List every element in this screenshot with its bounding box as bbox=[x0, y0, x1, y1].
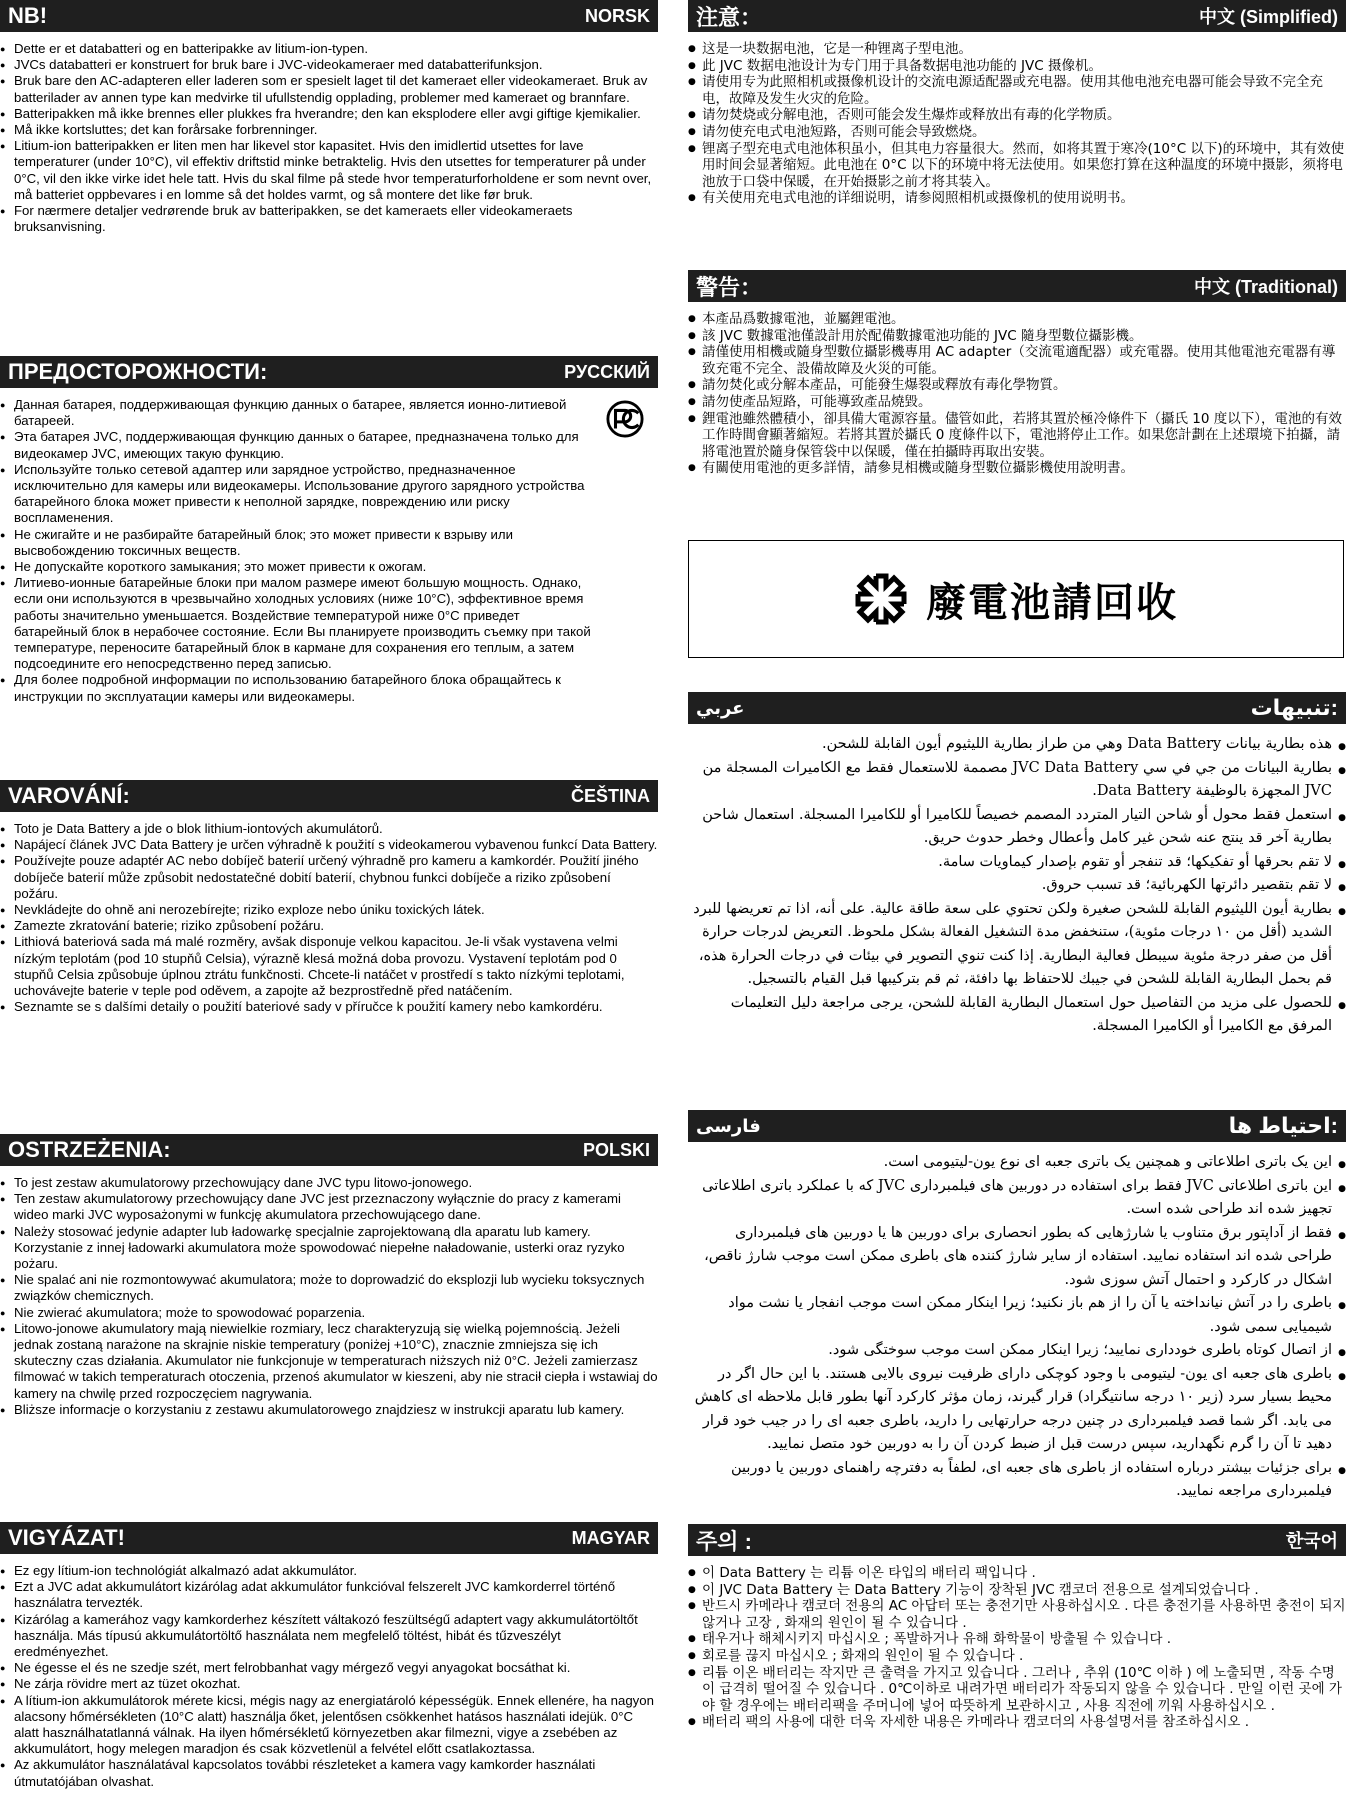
list-item: ● Napájecí článek JVC Data Battery je určen výhradně k použití s videokamerou vybavenou funkcí Data Battery. bbox=[0, 837, 658, 853]
section-language: 中文 (Traditional) bbox=[1194, 277, 1338, 297]
list-item: ● 有關使用電池的更多詳情，請參見相機或隨身型數位攝影機使用說明書。 bbox=[688, 460, 1346, 477]
section-header bbox=[0, 0, 658, 32]
list-item: ● Dette er et databatteri og en batteripakke av litium-ion-typen. bbox=[0, 41, 658, 57]
recycle-text: 廢電池請回收 bbox=[926, 579, 1178, 626]
list-item: ● Bliższe informacje o korzystaniu z zestawu akumulatorowego znajdziesz w instrukcji aparatu lub kamery. bbox=[0, 1402, 658, 1418]
section-farsi bbox=[688, 1110, 1346, 1504]
section-header bbox=[688, 1110, 1346, 1142]
list-item: ● استعمل فقط محول أو شاحن التيار المتردد المصمم خصيصاً للكاميرا أو للكاميرا المسجلة. استعمال شاحن بطارية آخر قد ينتج عنه شحن غير كامل وأعطال وخطر حدوث حريق. bbox=[688, 804, 1346, 851]
list-item: ● Не сжигайте и не разбирайте батарейный блок; это может привести к взрыву или высвобождению токсичных веществ. bbox=[0, 527, 596, 559]
warning-list bbox=[0, 397, 596, 705]
list-item: ● 这是一块数据电池，它是一种锂离子型电池。 bbox=[688, 41, 1346, 58]
list-item: ● Litium-ion batteripakken er liten men har likevel stor kapasitet. Hvis den imidlertid utsettes for lave temperaturer (under 10°C), vil effektiv driftstid minke betraktelig. Hvis den utsettes for temperaturer på under 0°C, vil den ikke virke idet hele tatt. Hvis du skal filme på stede hvor temperaturforholdene er som nevnt over, må batteriet oppbevares i en lomme så det holdes varmt, og så montere det like før bruk. bbox=[0, 138, 658, 203]
list-item: ● Batteripakken må ikke brennes eller plukkes fra hverandre; den kan eksplodere eller avgi giftige kjemikalier. bbox=[0, 106, 658, 122]
section-polish bbox=[0, 1134, 658, 1418]
list-item: ● Bruk bare den AC-adapteren eller laderen som er spesielt laget til det kameraet eller videokameraet. Bruk av batterilader av annen type kan medvirke til ufullstendig opplading, problemer med kameraet og brannfare. bbox=[0, 73, 658, 105]
section-header bbox=[688, 1524, 1346, 1556]
section-title: ПРЕДОСТОРОЖНОСТИ: bbox=[8, 359, 268, 384]
section-header bbox=[0, 1134, 658, 1166]
list-item: ● 锂离子型充电式电池体积虽小，但其电力容量很大。然而，如将其置于寒冷(10°C 以下)的环境中，其有效使用时间会显著缩短。此电池在 0°C 以下的环境中将无法使用。如果您打算在这种温度的环境中摄影，须将电池放于口袋中保暖，在开始摄影之前才将其装入。 bbox=[688, 141, 1346, 191]
list-item: ● 请使用专为此照相机或摄像机设计的交流电源适配器或充电器。使用其他电池充电器可能会导致不完全充电，故障及发生火灾的危险。 bbox=[688, 74, 1346, 107]
list-item: ● 회로를 끊지 마십시오 ; 화재의 원인이 될 수 있습니다 . bbox=[688, 1648, 1346, 1665]
section-norsk bbox=[0, 0, 658, 235]
warning-list bbox=[688, 41, 1346, 207]
warning-list bbox=[688, 733, 1346, 1039]
section-header bbox=[0, 780, 658, 812]
list-item: ● JVCs databatteri er konstruert for bruk bare i JVC-videokameraer med databatterifunksjon. bbox=[0, 57, 658, 73]
list-item: ● Nevkládejte do ohně ani nerozebírejte; riziko exploze nebo úniku toxických látek. bbox=[0, 902, 658, 918]
section-language: ČEŠTINA bbox=[570, 785, 650, 806]
list-item: ● Kizárólag a kamerához vagy kamkorderhez készített váltakozó feszültségű adaptert vagy akkumulátortöltőt használja. Más típusú akkumulátortöltő használata nem megfelelő töltést, hibát és tűzveszélyt eredményezhet. bbox=[0, 1612, 658, 1661]
list-item: ● للحصول على مزيد من التفاصيل حول استعمال البطارية القابلة للشحن، يرجى مراجعة دليل التعليمات المرفق مع الكاميرا أو الكاميرا المسجلة. bbox=[688, 992, 1346, 1039]
recycle-notice-box bbox=[688, 540, 1344, 658]
list-item: ● A lítium-ion akkumulátorok mérete kicsi, mégis nagy az energiatároló képességük. Ennek ellenére, ha nagyon alacsony hőmérsékleten (10°C alatt) használja őket, jelentősen csökkenhet hatásos használati idejük. 0°C alatt használhatatlanná válnak. Ha ilyen hőmérsékletű környezetben akar filmezni, vigye a zsebében az akkumulátort, hogy melegen maradjon és csak közvetlenül a felvétel előtt csatlakoztassa. bbox=[0, 1693, 658, 1758]
list-item: ● فقط از آداپتور برق متناوب یا شارژهایی که بطور انحصاری برای دوربین ها یا دوربین های فیلمبرداری طراحی شده اند استفاده نمایید. استفاده از سایر شارژ کننده های باطری ممکن است موجب شارژ ناقص، اشکال در کارکرد و احتمال آتش سوزی شود. bbox=[688, 1222, 1346, 1293]
list-item: ● این باتری اطلاعاتی JVC فقط برای استفاده در دوربین های فیلمبرداری JVC که با عملکرد باتری اطلاعاتی تجهیز شده اند طراحی شده است. bbox=[688, 1175, 1346, 1222]
list-item: ● Ne zárja rövidre mert az tüzet okozhat. bbox=[0, 1676, 658, 1692]
list-item: ● 鋰電池雖然體積小，卻具備大電源容量。儘管如此，若將其置於極冷條件下（攝氏 10 度以下），電池的有效工作時間會顯著縮短。若將其置於攝氏 0 度條件以下，電池將停止工作。如果您計劃在上述環境下拍攝，請將電池置於隨身保管袋中以保暖，僅在拍攝時再取出安裝。 bbox=[688, 411, 1346, 461]
list-item: ● Ne égesse el és ne szedje szét, mert felrobbanhat vagy mérgező vegyi anyagokat bocsáthat ki. bbox=[0, 1660, 658, 1676]
list-item: ● 태우거나 해체시키지 마십시오 ; 폭발하거나 유해 화학물이 방출될 수 있습니다 . bbox=[688, 1631, 1346, 1648]
section-title: 주의 : bbox=[696, 1528, 752, 1554]
section-title: احتياط ها: bbox=[1228, 1113, 1338, 1138]
list-item: ● برای جزئیات بیشتر درباره استفاده از باطری های جعبه ای، لطفاً به دفترچه راهنمای دوربین یا دوربین فیلمبرداری مراجعه نمایید. bbox=[688, 1457, 1346, 1504]
list-item: ● لا تقم بحرقها أو تفكيكها؛ قد تنفجر أو تقوم بإصدار كيماويات سامة. bbox=[688, 851, 1346, 875]
list-item: ● Lithiová bateriová sada má malé rozměry, avšak disponuje velkou kapacitou. Je-li však vystavena velmi nízkým teplotám (pod 10 stupňů Celsia), výrazně klesá možná doba provozu. Vystavení teplotám pod 0 stupňů Celsia způsobuje úplnou ztrátu funkčnosti. Chcete-li natáčet v prostředí s takto nízkými teplotami, uchovávejte baterie v teple pod oděvem, a zapojte až bezprostředně před natáčením. bbox=[0, 934, 658, 999]
list-item: ● این یک باتری اطلاعاتی و همچنین یک باتری جعبه ای نوع یون-لیتیومی است. bbox=[688, 1151, 1346, 1175]
list-item: ● 请勿使充电式电池短路，否则可能会导致燃烧。 bbox=[688, 124, 1346, 141]
list-item: ● 배터리 팩의 사용에 대한 더욱 자세한 내용은 카메라나 캠코더의 사용설명서를 참조하십시오 . bbox=[688, 1714, 1346, 1731]
section-language: РУССКИЙ bbox=[564, 361, 650, 382]
section-language: NORSK bbox=[584, 5, 650, 26]
warning-list bbox=[688, 1151, 1346, 1504]
certification-mark-icon bbox=[606, 400, 644, 438]
list-item: ● 리튬 이온 배터리는 작지만 큰 출력을 가지고 있습니다 . 그러나 , 추위 (10℃ 이하 ) 에 노출되면 , 작동 수명이 급격히 떨어질 수 있습니다 . 0℃이하로 내려가면 배터리가 작동되지 않을 수 있습니다 . 만일 이런 곳에 가야 할 경우에는 배터리팩을 주머니에 넣어 따뜻하게 보관하시고 , 사용 직전에 끼워 사용하십시오 . bbox=[688, 1665, 1346, 1715]
section-title: OSTRZEŻENIA: bbox=[8, 1137, 171, 1162]
section-title: تنبيهات: bbox=[1250, 695, 1338, 720]
warning-list bbox=[688, 311, 1346, 477]
section-language: 中文 (Simplified) bbox=[1199, 7, 1338, 27]
section-language: 한국어 bbox=[1285, 1531, 1338, 1551]
list-item: ● Nie zwierać akumulatora; może to spowodować poparzenia. bbox=[0, 1305, 658, 1321]
list-item: ● 此 JVC 数据电池设计为专门用于具备数据电池功能的 JVC 摄像机。 bbox=[688, 58, 1346, 75]
list-item: ● Не допускайте короткого замыкания; это может привести к ожогам. bbox=[0, 559, 596, 575]
section-magyar bbox=[0, 1522, 658, 1790]
section-language: MAGYAR bbox=[571, 1527, 650, 1548]
list-item: ● Používejte pouze adaptér AC nebo dobíječ baterií určený výhradně pro kameru a kamkordér. Použití jiného dobíječe baterií může způsobit nedostatečné dobití baterií, chybnou funkci dobíječe a riziko způsobení požáru. bbox=[0, 853, 658, 902]
section-language: عربي bbox=[696, 697, 745, 718]
warning-list bbox=[0, 821, 658, 1015]
list-item: ● Используйте только сетевой адаптер или зарядное устройство, предназначенное исключительно для камеры или видеокамеры. Использование другого зарядного устройства батарейного блока может привести к неполной зарядке, повреждению или риску воспламенения. bbox=[0, 462, 596, 527]
list-item: ● 有关使用充电式电池的详细说明，请参阅照相机或摄像机的使用说明书。 bbox=[688, 190, 1346, 207]
list-item: ● باطری را در آتش نیانداخته یا آن را از هم باز نکنید؛ زیرا اینکار ممکن است موجب انفجار یا نشت مواد شیمیایی سمی شود. bbox=[688, 1292, 1346, 1339]
section-language: POLSKI bbox=[582, 1139, 650, 1160]
warning-list bbox=[688, 1565, 1346, 1731]
list-item: ● لا تقم بتقصير دائرتها الكهربائية؛ قد تسبب حروق. bbox=[688, 874, 1346, 898]
list-item: ● Må ikke kortsluttes; det kan forårsake forbrenninger. bbox=[0, 122, 658, 138]
list-item: ● Данная батарея, поддерживающая функцию данных о батарее, является ионно-литиевой батареей. bbox=[0, 397, 596, 429]
list-item: ● 반드시 카메라나 캠코더 전용의 AC 아답터 또는 충전기만 사용하십시오 . 다른 충전기를 사용하면 충전이 되지 않거나 고장 , 화재의 원인이 될 수 있습니다 . bbox=[688, 1598, 1346, 1631]
recycle-symbol-icon bbox=[854, 572, 908, 626]
warning-list bbox=[0, 41, 658, 235]
list-item: ● Литиево-ионные батарейные блоки при малом размере имеют большую мощность. Однако, если они используются в чрезвычайно холодных условиях (ниже 10°C), эффективное время работы значительно уменьшается. Воздействие температурой ниже 0°C приведет батарейный блок в нерабочее состояние. Если Вы планируете производить съемку при такой температуре, переносите батарейный блок в кармане для сохранения его теплым, а затем подсоедините его непосредственно перед записью. bbox=[0, 575, 596, 672]
section-korean bbox=[688, 1524, 1346, 1731]
list-item: ● To jest zestaw akumulatorowy przechowujący dane JVC typu litowo-jonowego. bbox=[0, 1175, 658, 1191]
section-header bbox=[688, 692, 1346, 724]
list-item: ● Ezt a JVC adat akkumulátort kizárólag adat akkumulátor funkcióval felszerelt JVC kamkorderrel történő használatra tervezték. bbox=[0, 1579, 658, 1611]
list-item: ● Для более подробной информации по использованию батарейного блока обращайтесь к инструкции по эксплуатации камеры или видеокамеры. bbox=[0, 672, 596, 704]
list-item: ● Seznamte se s dalšími detaily o použití bateriové sady v příručce k použití kamery nebo kamkordéru. bbox=[0, 999, 658, 1015]
list-item: ● 請勿焚化或分解本產品，可能發生爆裂或釋放有毒化學物質。 bbox=[688, 377, 1346, 394]
section-czech bbox=[0, 780, 658, 1015]
list-item: ● 本產品爲數據電池，並屬鋰電池。 bbox=[688, 311, 1346, 328]
list-item: ● Toto je Data Battery a jde o blok lithium-iontových akumulátorů. bbox=[0, 821, 658, 837]
section-chinese-traditional bbox=[688, 270, 1346, 477]
list-item: ● 이 Data Battery 는 리튬 이온 타입의 배터리 팩입니다 . bbox=[688, 1565, 1346, 1582]
list-item: ● Litowo-jonowe akumulatory mają niewielkie rozmiary, lecz charakteryzują się wielką pojemnością. Jeżeli jednak zostaną narażone na skrajnie niskie temperatury (poniżej +10°C), znacznie zmniejsza się ich skuteczny czas działania. Akumulator nie funkcjonuje w temperaturach niższych niż 0°C. Jeżeli zamierzasz filmować w takich temperaturach otoczenia, przenoś akumulator w kieszeni, aby nie stracił ciepła i wstawiaj do kamery na chwilę przed rozpoczęciem nagrywania. bbox=[0, 1321, 658, 1402]
list-item: ● بطارية أيون الليثيوم القابلة للشحن صغيرة ولكن تحتوي على سعة طاقة عالية. على أنه، اذا تم تعريضها للبرد الشديد (أقل من ١٠ درجات مئوية)، ستنخفض مدة التشغيل الفعالة بشكل ملحوظ. التعريض لدرجات حرارة أقل من صفر درجة مئوية سيبطل فعالية البطارية. إذا كنت تنوي التصوير في بيئات في درجات الحرارة هذه، قم بحمل البطارية القابلة للشحن في جيبك للاحتفاظ بها دافئة، ثم قم بتركيبها قبل القيام بالتسجيل. bbox=[688, 898, 1346, 992]
warning-list bbox=[0, 1175, 658, 1418]
list-item: ● 이 JVC Data Battery 는 Data Battery 기능이 장착된 JVC 캠코더 전용으로 설계되었습니다 . bbox=[688, 1582, 1346, 1599]
list-item: ● بطارية البيانات من جي في سي JVC Data Battery مصممة للاستعمال فقط مع الكاميرات المسجلة من JVC المجهزة بالوظيفة Data Battery. bbox=[688, 757, 1346, 804]
list-item: ● 请勿焚烧或分解电池，否则可能会发生爆炸或释放出有毒的化学物质。 bbox=[688, 107, 1346, 124]
section-title: 警告： bbox=[696, 274, 763, 300]
section-header bbox=[688, 270, 1346, 302]
section-header bbox=[0, 1522, 658, 1554]
list-item: ● 請僅使用相機或隨身型數位攝影機專用 AC adapter（交流電適配器）或充電器。使用其他電池充電器有導致充電不完全、設備故障及火災的可能。 bbox=[688, 344, 1346, 377]
list-item: ● Ez egy lítium-ion technológiát alkalmazó adat akkumulátor. bbox=[0, 1563, 658, 1579]
list-item: ● Эта батарея JVC, поддерживающая функцию данных о батарее, предназначена только для видеокамер JVC, имеющих такую функцию. bbox=[0, 429, 596, 461]
list-item: ● باطری های جعبه ای یون- لیتیومی با وجود کوچکی دارای ظرفیت نیروی بالایی هستند. با این حال اگر در محیط بسیار سرد (زیر ١٠ درجه سانتیگراد) قرار گیرند، زمان مؤثر کارکرد آنها بطور قابل ملاحظه ای کاهش می یابد. اگر شما قصد فیلمبرداری در چنین درجه حرارتهایی را دارید، باطری جعبه ای را در جیب خود قرار دهید تا آن را گرم نگهدارید، سپس درست قبل از ضبط کردن آن را به دوربین خود متصل نمایید. bbox=[688, 1363, 1346, 1457]
section-arabic bbox=[688, 692, 1346, 1039]
list-item: ● هذه بطارية بيانات Data Battery وهي من طراز بطارية الليثيوم أيون القابلة للشحن. bbox=[688, 733, 1346, 757]
section-russian bbox=[0, 356, 658, 705]
section-title: VAROVÁNÍ: bbox=[8, 783, 130, 808]
section-language: فارسی bbox=[696, 1115, 761, 1136]
list-item: ● Zamezte zkratování baterie; riziko způsobení požáru. bbox=[0, 918, 658, 934]
section-chinese-simplified bbox=[688, 0, 1346, 207]
list-item: ● Az akkumulátor használatával kapcsolatos további részleteket a kamera vagy kamkorder használati útmutatójában olvashat. bbox=[0, 1757, 658, 1789]
section-title: VIGYÁZAT! bbox=[8, 1525, 125, 1550]
section-title: 注意： bbox=[696, 4, 763, 30]
list-item: ● Nie spalać ani nie rozmontowywać akumulatora; może to doprowadzić do eksplozji lub wycieku toksycznych związków chemicznych. bbox=[0, 1272, 658, 1304]
list-item: ● Ten zestaw akumulatorowy przechowujący dane JVC jest przeznaczony wyłącznie do pracy z kamerami wideo marki JVC wyposażonymi w funkcję akumulatora przechowującego dane. bbox=[0, 1191, 658, 1223]
section-title: NB! bbox=[8, 3, 48, 28]
list-item: ● از اتصال کوتاه باطری خودداری نمایید؛ زیرا اینکار ممکن است موجب سوختگی شود. bbox=[688, 1339, 1346, 1363]
list-item: ● For nærmere detaljer vedrørende bruk av batteripakken, se det kameraets eller videokameraets bruksanvisning. bbox=[0, 203, 658, 235]
list-item: ● 該 JVC 數據電池僅設計用於配備數據電池功能的 JVC 隨身型數位攝影機。 bbox=[688, 328, 1346, 345]
section-header bbox=[0, 356, 658, 388]
section-header bbox=[688, 0, 1346, 32]
list-item: ● Należy stosować jedynie adapter lub ładowarkę specjalnie zaprojektowaną dla aparatu lub kamery. Korzystanie z innej ładowarki akumulatora może spowodować niepełne naładowanie, usterki oraz ryzyko pożaru. bbox=[0, 1224, 658, 1273]
warning-list bbox=[0, 1563, 658, 1790]
list-item: ● 請勿使產品短路，可能導致產品燒毀。 bbox=[688, 394, 1346, 411]
